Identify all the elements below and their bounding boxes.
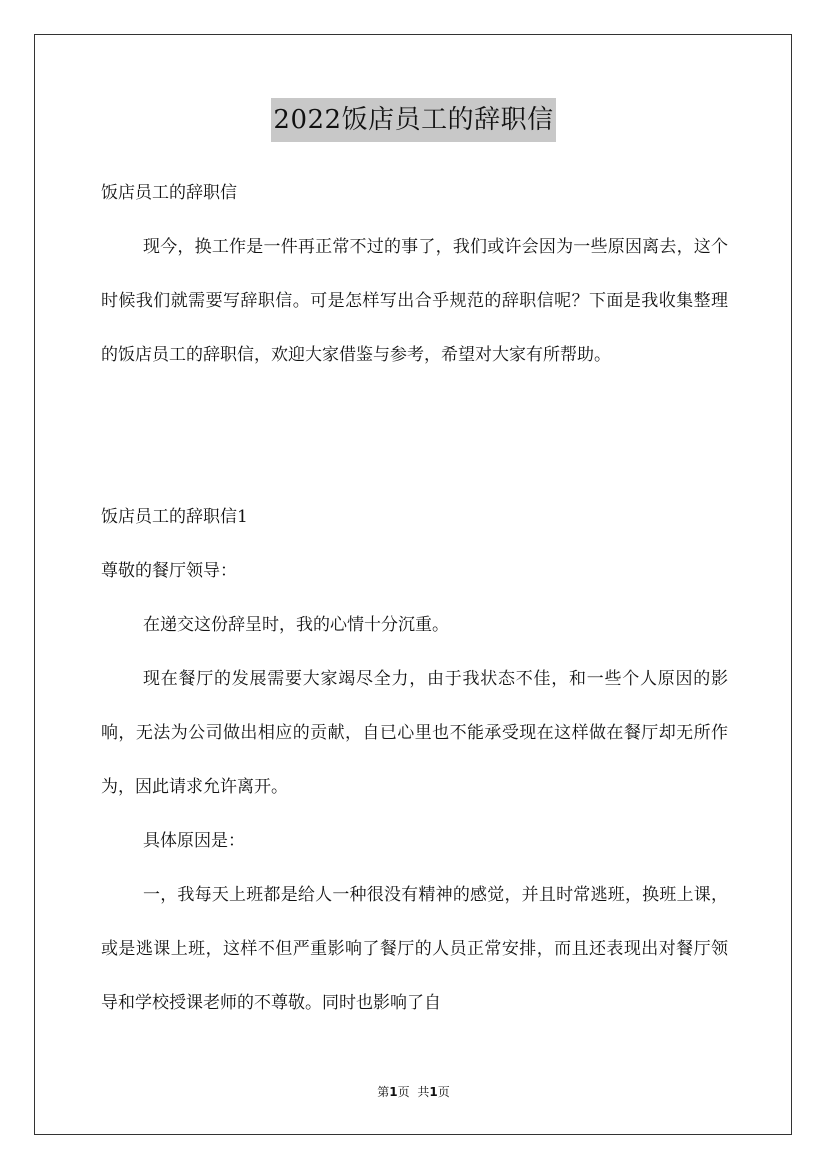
- document-title: 2022饭店员工的辞职信: [271, 98, 555, 142]
- letter-paragraph: 具体原因是：: [143, 831, 245, 851]
- intro-paragraph: 现今，换工作是一件再正常不过的事了，我们或许会因为一些原因离去，这个时候我们就需要写辞职信。可是怎样写出合乎规范的辞职信呢？下面是我收集整理的饭店员工的辞职信，欢迎大家借鉴与参考，希望对大家有所帮助。: [101, 237, 728, 365]
- letter-paragraph: 现在餐厅的发展需要大家竭尽全力，由于我状态不佳，和一些个人原因的影响，无法为公司做出相应的贡献，自已心里也不能承受现在这样做在餐厅却无所作为，因此请求允许离开。: [101, 669, 728, 797]
- letter-paragraph: 一，我每天上班都是给人一种很没有精神的感觉，并且时常逃班，换班上课，或是逃课上班，这样不但严重影响了餐厅的人员正常安排，而且还表现出对餐厅领导和学校授课老师的不尊敬。同时也影响了自: [101, 885, 728, 1013]
- intro-subtitle: 饭店员工的辞职信: [101, 183, 237, 203]
- title-container: [0, 98, 827, 142]
- page-suffix: 页: [397, 1085, 410, 1099]
- page-footer: [0, 1082, 827, 1102]
- salutation: 尊敬的餐厅领导：: [101, 561, 237, 581]
- total-prefix: 共: [417, 1085, 430, 1099]
- total-pages: 1: [429, 1085, 438, 1099]
- letter-title: 饭店员工的辞职信1: [101, 507, 248, 527]
- page-prefix: 第: [377, 1085, 390, 1099]
- page-number: 1: [389, 1085, 398, 1099]
- total-suffix: 页: [437, 1085, 450, 1099]
- letter-paragraph: 在递交这份辞呈时，我的心情十分沉重。: [143, 615, 449, 635]
